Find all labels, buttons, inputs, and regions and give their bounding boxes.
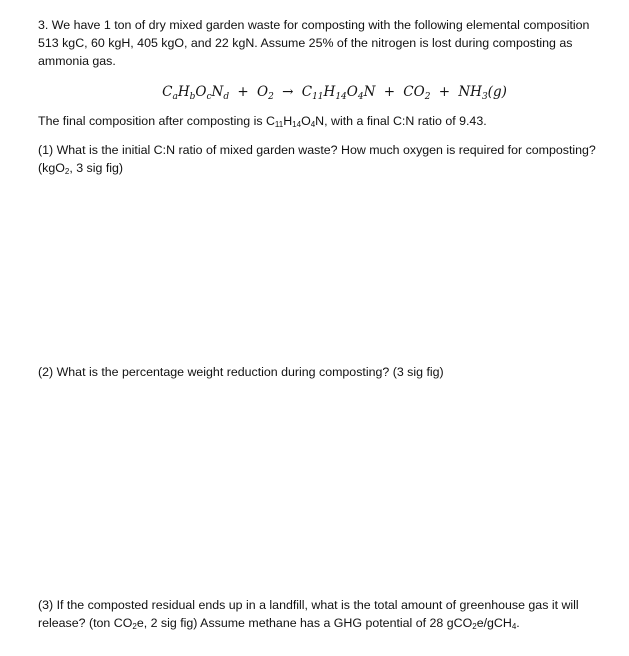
problem-intro bbox=[38, 16, 628, 70]
question-2 bbox=[38, 363, 628, 381]
eq-n-sub: d bbox=[223, 92, 230, 102]
reaction-equation bbox=[0, 82, 629, 102]
eq-plus-1: + bbox=[237, 84, 249, 100]
eq-p-c-sub: 11 bbox=[312, 92, 324, 102]
intro-line-3: ammonia gas. bbox=[38, 54, 116, 68]
eq-p-c: C bbox=[301, 84, 313, 100]
eq-o: O bbox=[195, 84, 207, 100]
q3-line-2: release? (ton CO bbox=[38, 616, 133, 630]
eq-p-h: H bbox=[323, 84, 336, 100]
eq-plus-2: + bbox=[383, 84, 395, 100]
eq-co2: CO bbox=[403, 84, 425, 100]
final-comp-sub-o: 4 bbox=[310, 120, 316, 129]
q1-line-2: (kgO bbox=[38, 161, 65, 175]
q3-sub-3: 4 bbox=[511, 622, 517, 631]
eq-p-o-sub: 4 bbox=[357, 92, 364, 102]
final-comp-sub-c: 11 bbox=[274, 120, 284, 129]
q2-line-1: (2) What is the percentage weight reduction during composting? (3 sig fig) bbox=[38, 365, 444, 379]
q3-line-2-unit: e/gCH bbox=[476, 616, 512, 630]
eq-p-o: O bbox=[346, 84, 358, 100]
q1-sub: 2 bbox=[64, 167, 70, 176]
eq-c: C bbox=[162, 84, 173, 100]
eq-nh3-phase: (g) bbox=[487, 84, 507, 100]
q3-sub-1: 2 bbox=[132, 622, 137, 631]
q3-sub-2: 2 bbox=[472, 622, 477, 631]
question-3 bbox=[38, 596, 628, 632]
q1-line-1: (1) What is the initial C:N ratio of mixed garden waste? How much oxygen is required for composting? bbox=[38, 143, 596, 157]
question-1 bbox=[38, 141, 628, 177]
final-comp-h: H bbox=[283, 114, 293, 128]
eq-h: H bbox=[177, 84, 190, 100]
eq-p-h-sub: 14 bbox=[335, 92, 347, 102]
eq-p-n: N bbox=[363, 84, 376, 100]
eq-nh3-sub: 3 bbox=[481, 92, 488, 102]
final-comp-sub-h: 14 bbox=[292, 120, 302, 129]
eq-o-sub: c bbox=[206, 92, 212, 102]
eq-o2-sub: 2 bbox=[268, 92, 274, 102]
q1-line-2-tail: , 3 sig fig) bbox=[69, 161, 124, 175]
eq-nh3: NH bbox=[458, 84, 482, 100]
eq-n: N bbox=[211, 84, 224, 100]
intro-line-1: 3. We have 1 ton of dry mixed garden waste for composting with the following elemental composition bbox=[38, 18, 590, 32]
final-composition bbox=[38, 112, 628, 130]
eq-o2: O bbox=[257, 84, 269, 100]
q3-line-2-end: . bbox=[516, 616, 520, 630]
eq-c-sub: a bbox=[172, 92, 178, 102]
eq-plus-3: + bbox=[438, 84, 451, 100]
eq-h-sub: b bbox=[189, 92, 196, 102]
final-comp-text: The final composition after composting is C bbox=[38, 114, 275, 128]
intro-line-2: 513 kgC, 60 kgH, 405 kgO, and 22 kgN. Assume 25% of the nitrogen is lost during composting as bbox=[38, 36, 573, 50]
final-comp-tail: N, with a final C:N ratio of 9.43. bbox=[315, 114, 487, 128]
eq-arrow: → bbox=[282, 84, 294, 100]
q3-line-2-mid: e, 2 sig fig) Assume methane has a GHG potential of 28 gCO bbox=[136, 616, 473, 630]
final-comp-o: O bbox=[301, 114, 311, 128]
eq-co2-sub: 2 bbox=[424, 92, 431, 102]
q3-line-1: (3) If the composted residual ends up in a landfill, what is the total amount of greenhouse gas it will bbox=[38, 598, 579, 612]
